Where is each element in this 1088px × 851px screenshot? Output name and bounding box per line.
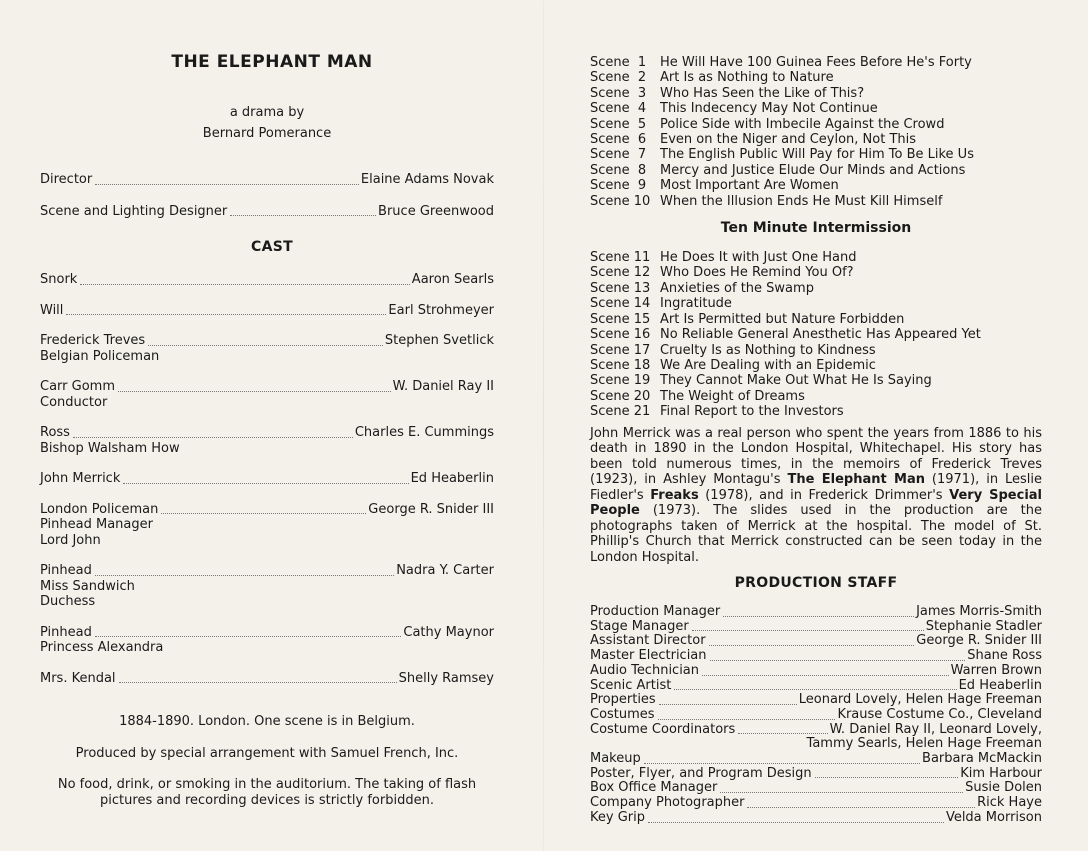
scene-title: Who Has Seen the Like of This? [660, 85, 865, 101]
character-name: London Policeman [40, 501, 159, 517]
leader-dots [644, 762, 920, 764]
cast-list [40, 272, 494, 686]
staff-role: Assistant Director [590, 633, 706, 649]
crew-row [40, 204, 494, 220]
actor-name: Stephen Svetlick [384, 333, 494, 348]
scene-title: The English Public Will Pay for Him To Be Like Us [660, 147, 974, 163]
actor-name: Cathy Maynor [403, 624, 494, 640]
staff-role: Poster, Flyer, and Program Design [590, 765, 812, 781]
cast-row [40, 425, 494, 441]
subtitle: a drama by [229, 105, 305, 120]
additional-role: Lord John [40, 532, 101, 548]
cast-entry [40, 272, 494, 288]
scene-title: He Does It with Just One Hand [660, 250, 857, 266]
staff-role: Master Electrician [590, 648, 707, 664]
scene-number: Scene 10 [590, 193, 651, 209]
leader-dots [119, 681, 397, 683]
staff-row [590, 767, 1042, 782]
scene-number: Scene 17 [590, 342, 651, 358]
staff-row [590, 708, 1042, 723]
scene-title: The Weight of Dreams [660, 388, 805, 404]
cast-entry [40, 303, 494, 319]
staff-role: Stage Manager [590, 618, 689, 634]
cast-entry [40, 671, 494, 687]
cast-row [40, 671, 494, 687]
author: Bernard Pomerance [202, 126, 332, 141]
leader-dots [95, 183, 359, 185]
scene-row [590, 265, 1042, 280]
scene-row [590, 281, 1042, 296]
scene-title: We Are Dealing with an Epidemic [660, 357, 876, 373]
actor-name: Earl Strohmeyer [388, 302, 494, 318]
cast-heading: CAST [251, 239, 293, 255]
character-name: Frederick Treves [40, 333, 146, 348]
scene-number: Scene 19 [590, 373, 651, 389]
scene-title: Mercy and Justice Elude Our Minds and Actions [660, 162, 966, 178]
additional-role: Princess Alexandra [40, 640, 164, 655]
staff-name: W. Daniel Ray II, Leonard Lovely, [829, 721, 1042, 737]
staff-row [590, 605, 1042, 620]
scene-row [590, 132, 1042, 147]
scene-number: Scene 4 [590, 101, 647, 117]
leader-dots [815, 776, 959, 778]
cast-entry [40, 471, 494, 487]
scene-row [590, 101, 1042, 116]
scene-number: Scene 20 [590, 388, 651, 404]
scene-title: Police Side with Imbecile Against the Crowd [660, 116, 945, 132]
staff-name: Leonard Lovely, Helen Hage Freeman [798, 692, 1042, 708]
scene-row [590, 147, 1042, 162]
character-name: Pinhead [40, 624, 92, 640]
scene-number: Scene 5 [590, 116, 647, 132]
auditorium-note: No food, drink, or smoking in the auditorium. The taking of flash pictures and recording devices is strictly forbidden. [57, 777, 477, 808]
additional-role: Duchess [40, 594, 96, 609]
leader-dots [738, 732, 827, 734]
scene-row [590, 404, 1042, 419]
scene-number: Scene 3 [590, 85, 647, 101]
additional-role: Bishop Walsham How [40, 440, 180, 456]
production-staff-heading: PRODUCTION STAFF [734, 575, 898, 592]
paragraph-text: (1971), in Leslie Fiedler's [590, 472, 1042, 503]
staff-role: Costume Coordinators [590, 721, 736, 737]
staff-role: Makeup [590, 751, 641, 767]
staff-name: Krause Costume Co., Cleveland [837, 706, 1042, 722]
staff-list [590, 605, 1042, 826]
staff-row [590, 796, 1042, 811]
scene-title: Final Report to the Investors [660, 404, 844, 420]
scene-title: They Cannot Make Out What He Is Saying [660, 373, 932, 389]
scene-row [590, 296, 1042, 311]
scene-number: Scene 11 [590, 250, 651, 266]
scene-row [590, 343, 1042, 358]
additional-role: Conductor [40, 394, 108, 410]
history-paragraph [590, 426, 1042, 566]
staff-role: Box Office Manager [590, 780, 718, 796]
scene-title: Anxieties of the Swamp [660, 280, 814, 296]
staff-name: Velda Morrison [945, 809, 1042, 825]
leader-dots [674, 688, 956, 690]
staff-name: Ed Heaberlin [958, 677, 1042, 693]
staff-role: Audio Technician [590, 662, 700, 678]
scene-title: No Reliable General Anesthetic Has Appeared Yet [660, 327, 981, 343]
leader-dots [658, 718, 836, 720]
actor-name: George R. Snider III [368, 501, 494, 517]
crew-list [40, 172, 494, 219]
scene-number: Scene 21 [590, 404, 651, 420]
crew-role: Scene and Lighting Designer [40, 203, 228, 219]
cast-row [40, 333, 494, 349]
leader-dots [80, 283, 409, 285]
scene-title: Even on the Niger and Ceylon, Not This [660, 132, 917, 148]
leader-dots [230, 214, 376, 216]
crew-row [40, 172, 494, 188]
crew-name: Elaine Adams Novak [360, 172, 494, 187]
crew-name: Bruce Greenwood [378, 203, 494, 219]
cast-row [40, 471, 494, 487]
scene-row [590, 163, 1042, 178]
staff-name: George R. Snider III [916, 633, 1042, 649]
staff-name: Warren Brown [950, 662, 1042, 678]
rights-note: Produced by special arrangement with Samuel French, Inc. [75, 745, 459, 761]
setting-note: 1884-1890. London. One scene is in Belgium. [119, 714, 415, 729]
leader-dots [648, 821, 944, 823]
play-title: THE ELEPHANT MAN [171, 52, 373, 72]
leader-dots [702, 674, 949, 676]
leader-dots [161, 512, 366, 514]
intermission-heading: Ten Minute Intermission [720, 220, 912, 237]
scene-row [590, 86, 1042, 101]
scene-row [590, 373, 1042, 388]
cast-row [40, 563, 494, 579]
cast-row [40, 502, 494, 518]
staff-role: Key Grip [590, 809, 645, 825]
staff-role: Company Photographer [590, 795, 745, 811]
leader-dots [118, 390, 391, 392]
character-name: John Merrick [40, 471, 121, 486]
paragraph-text: (1973). The slides used in the production are the photographs taken of Merrick at the hospital. The model of St. Phillip's Church that Merrick constructed can be seen today in the London Hospital. [590, 503, 1042, 565]
scene-row [590, 194, 1042, 209]
scene-title: Cruelty Is as Nothing to Kindness [660, 342, 876, 358]
leader-dots [720, 791, 963, 793]
scene-number: Scene 7 [590, 147, 647, 163]
additional-role: Pinhead Manager [40, 517, 153, 532]
scene-row [590, 389, 1042, 404]
scene-row [590, 55, 1042, 70]
leader-dots [66, 313, 386, 315]
staff-row [590, 620, 1042, 635]
additional-role: Belgian Policeman [40, 348, 160, 364]
cast-row [40, 303, 494, 319]
cast-entry [40, 425, 494, 456]
leader-dots [123, 482, 408, 484]
staff-row [590, 649, 1042, 664]
character-name: Carr Gomm [40, 379, 115, 394]
actor-name: Aaron Searls [411, 272, 494, 287]
cast-entry [40, 333, 494, 364]
staff-name: Stephanie Stadler [925, 618, 1042, 634]
staff-role: Production Manager [590, 604, 721, 620]
cast-entry [40, 563, 494, 610]
cast-entry [40, 502, 494, 549]
staff-row [590, 679, 1042, 694]
scene-number: Scene 12 [590, 265, 651, 281]
scene-title: Art Is Permitted but Nature Forbidden [660, 311, 905, 327]
actor-name: W. Daniel Ray II [392, 379, 494, 394]
scene-number: Scene 8 [590, 162, 647, 178]
leader-dots [73, 436, 353, 438]
staff-row [590, 811, 1042, 826]
paragraph-text: (1978), and in Frederick Drimmer's [698, 487, 950, 503]
actor-name: Nadra Y. Carter [396, 563, 494, 578]
scene-number: Scene 6 [590, 132, 647, 148]
leader-dots [148, 344, 383, 346]
leader-dots [747, 806, 975, 808]
right-page [544, 0, 1088, 851]
scene-row [590, 250, 1042, 265]
scene-number: Scene 1 [590, 55, 647, 70]
actor-name: Charles E. Cummings [354, 425, 494, 440]
staff-role: Properties [590, 692, 656, 708]
leader-dots [95, 635, 402, 637]
scene-number: Scene 16 [590, 327, 651, 343]
actor-name: Ed Heaberlin [410, 471, 494, 486]
staff-name: Barbara McMackin [922, 751, 1042, 767]
cast-row [40, 272, 494, 288]
scene-row [590, 358, 1042, 373]
book-title: Very Special People [590, 487, 1042, 519]
cast-row [40, 379, 494, 395]
staff-name: Shane Ross [967, 648, 1042, 664]
staff-row [590, 781, 1042, 796]
staff-name: Susie Dolen [965, 780, 1042, 796]
scene-number: Scene 9 [590, 178, 647, 194]
staff-name: Rick Haye [977, 795, 1042, 811]
staff-role: Costumes [590, 706, 655, 722]
actor-name: Shelly Ramsey [398, 670, 494, 686]
character-name: Snork [40, 272, 78, 287]
scene-row [590, 70, 1042, 85]
leader-dots [723, 615, 914, 617]
leader-dots [710, 659, 966, 661]
leader-dots [95, 574, 394, 576]
book-title: Freaks [650, 487, 699, 503]
leader-dots [659, 703, 797, 705]
scene-title: Art Is as Nothing to Nature [660, 70, 834, 86]
scene-number: Scene 15 [590, 311, 651, 327]
character-name: Will [40, 302, 64, 318]
staff-row [590, 752, 1042, 767]
staff-role: Scenic Artist [590, 677, 672, 693]
character-name: Pinhead [40, 563, 92, 578]
additional-role: Miss Sandwich [40, 578, 135, 594]
scene-row [590, 327, 1042, 342]
scene-title: When the Illusion Ends He Must Kill Himself [660, 193, 943, 209]
scene-title: Ingratitude [660, 296, 732, 312]
scene-title: He Will Have 100 Guinea Fees Before He's Forty [660, 55, 972, 70]
scene-title: This Indecency May Not Continue [660, 101, 878, 117]
staff-name: James Morris-Smith [916, 604, 1042, 620]
staff-row [590, 634, 1042, 649]
act-two-scenes [590, 250, 1042, 419]
scene-number: Scene 18 [590, 357, 651, 373]
staff-name-continued: Tammy Searls, Helen Hage Freeman [806, 736, 1042, 752]
scene-title: Most Important Are Women [660, 178, 839, 194]
paragraph-text: John Merrick was a real person who spent the years from 1886 to his death in 1890 in the London Hospital, Whitechapel. His story has been told numerous times, in the memoirs of Frederick Treves (1923), in Ashley Montagu's [590, 425, 1042, 488]
staff-row [590, 664, 1042, 679]
cast-entry [40, 625, 494, 656]
scene-number: Scene 2 [590, 70, 647, 86]
crew-role: Director [40, 172, 93, 187]
leader-dots [692, 629, 924, 631]
scene-row [590, 312, 1042, 327]
character-name: Mrs. Kendal [40, 670, 116, 686]
cast-row [40, 625, 494, 641]
staff-row [590, 723, 1042, 738]
scene-title: Who Does He Remind You Of? [660, 265, 854, 281]
scene-number: Scene 14 [590, 296, 651, 312]
staff-row [590, 693, 1042, 708]
scene-row [590, 178, 1042, 193]
act-one-scenes [590, 55, 1042, 209]
staff-name: Kim Harbour [960, 765, 1042, 781]
cast-entry [40, 379, 494, 410]
leader-dots [709, 644, 915, 646]
notes [40, 714, 494, 808]
scene-number: Scene 13 [590, 280, 651, 296]
book-title: The Elephant Man [787, 472, 925, 488]
scene-row [590, 117, 1042, 132]
character-name: Ross [40, 425, 70, 440]
